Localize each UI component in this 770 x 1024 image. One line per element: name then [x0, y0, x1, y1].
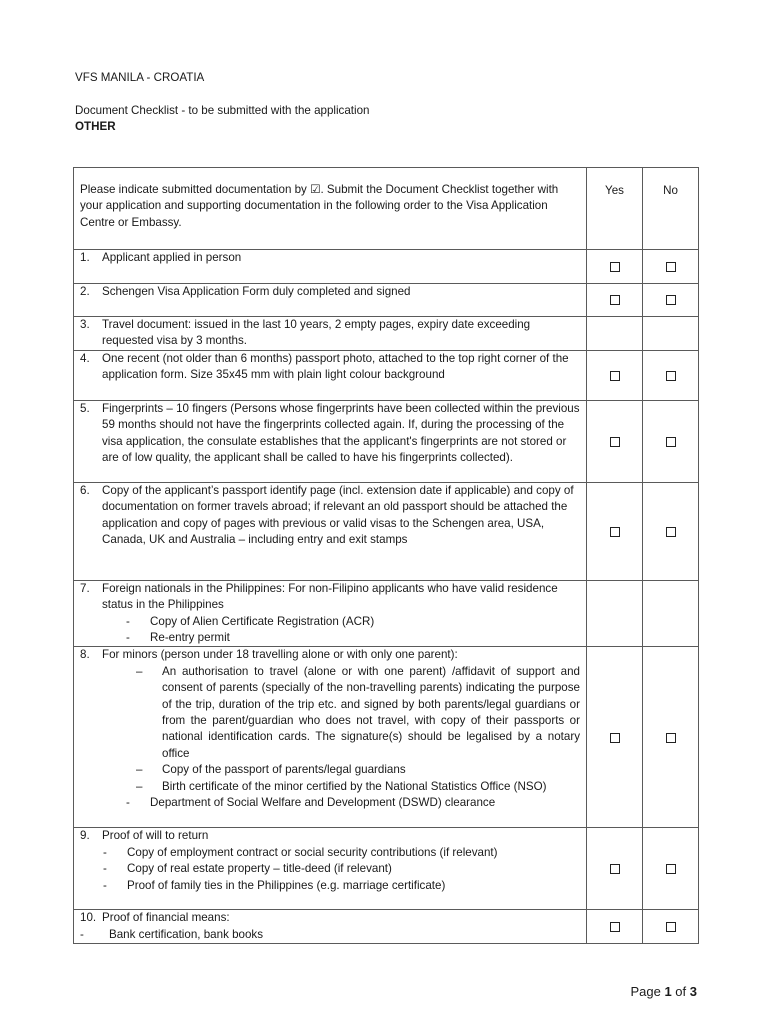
document-header-office: VFS MANILA - CROATIA — [75, 71, 205, 84]
item-text: Applicant applied in person — [102, 251, 242, 264]
item-number: 4. — [80, 351, 90, 365]
no-cell-empty — [643, 317, 699, 351]
no-checkbox[interactable] — [666, 527, 676, 537]
bullet-dash: – — [136, 664, 143, 678]
item-text: For minors (person under 18 travelling alone or with only one parent): — [102, 648, 458, 662]
page-number: 1 — [664, 984, 672, 999]
no-checkbox[interactable] — [666, 864, 676, 874]
yes-cell-empty — [587, 580, 643, 647]
item-text: Proof of financial means: — [102, 911, 230, 925]
checklist-row-8 — [74, 647, 699, 828]
bullet-dash: - — [103, 878, 107, 892]
sub-item-text: An authorisation to travel (alone or with one parent) /affidavit of support and consent of parents (specially of the non-travelling parents) indicating the purpose of the trip, duration of the trip etc. and signed by both parents/legal guardians or from the parent/guardian who does not travel, with copy of their passports or national identification cards. The signature(s) should be legalised by a notary office — [162, 664, 580, 760]
yes-checkbox[interactable] — [610, 864, 620, 874]
sub-item-text: Copy of the passport of parents/legal guardians — [162, 763, 406, 777]
bullet-dash: - — [103, 862, 107, 876]
yes-checkbox[interactable] — [610, 733, 620, 743]
yes-checkbox[interactable] — [610, 262, 620, 272]
item-number: 3. — [80, 318, 90, 331]
bullet-dash: – — [136, 763, 143, 777]
bullet-dash: - — [126, 631, 130, 645]
sub-item-text: Re-entry permit — [150, 631, 230, 645]
bullet-dash: - — [126, 796, 130, 810]
checklist-row-6 — [74, 482, 699, 580]
no-checkbox[interactable] — [666, 371, 676, 381]
checklist-row-9 — [74, 828, 699, 910]
item-number: 2. — [80, 285, 90, 298]
item-number: 7. — [80, 581, 90, 595]
page-total: 3 — [689, 984, 697, 999]
column-header-no: No — [643, 168, 699, 250]
sub-item-text: Copy of Alien Certificate Registration (ACR) — [150, 614, 375, 628]
sub-item-text: Birth certificate of the minor certified by the National Statistics Office (NSO) — [162, 779, 547, 793]
yes-checkbox[interactable] — [610, 295, 620, 305]
yes-checkbox[interactable] — [610, 437, 620, 447]
sub-item-text: Department of Social Welfare and Development (DSWD) clearance — [150, 796, 496, 810]
sub-item-text: Copy of employment contract or social security contributions (if relevant) — [127, 845, 498, 859]
item-number: 1. — [80, 251, 90, 264]
yes-checkbox[interactable] — [610, 922, 620, 932]
item-text: Foreign nationals in the Philippines: For non-Filipino applicants who have valid residence status in the Philippines — [102, 581, 558, 612]
page-footer — [630, 984, 697, 999]
bullet-dash: – — [136, 779, 143, 793]
column-header-yes: Yes — [587, 168, 643, 250]
document-category: OTHER — [75, 120, 116, 133]
sub-item-text: Copy of real estate property – title-deed (if relevant) — [127, 862, 392, 876]
item-number: 8. — [80, 648, 90, 662]
item-text: Proof of will to return — [102, 829, 209, 843]
sub-item-text: Bank certification, bank books — [109, 927, 264, 941]
item-text: Fingerprints – 10 fingers (Persons whose fingerprints have been collected within the previous 59 months should not have the fingerprints collected again. If, during the processing of the visa application, the consulate establishes that the applicant's fingerprints are not stored or are of low quality, the applicant shall be called to have his fingerprints collected). — [102, 401, 580, 465]
checklist-row-7 — [74, 580, 699, 647]
item-text: Schengen Visa Application Form duly completed and signed — [102, 285, 411, 298]
item-text: One recent (not older than 6 months) passport photo, attached to the top right corner of the application form. Size 35x45 mm with plain light colour background — [102, 351, 569, 382]
no-cell-empty — [643, 580, 699, 647]
document-title: Document Checklist - to be submitted with the application — [75, 104, 370, 117]
checklist-row-3 — [74, 317, 699, 351]
page-of-label: of — [675, 984, 687, 999]
no-checkbox[interactable] — [666, 437, 676, 447]
checklist-row-10 — [74, 910, 699, 944]
item-number: 9. — [80, 829, 90, 843]
item-text: Copy of the applicant’s passport identify page (incl. extension date if applicable) and copy of documentation on former travels abroad; if relevant an old passport should be attached the application and copy of pages with previous or valid visas to the Schengen area, USA, Canada, UK and Australia – including entry and exit stamps — [102, 483, 574, 547]
bullet-dash: - — [103, 845, 107, 859]
no-checkbox[interactable] — [666, 262, 676, 272]
checklist-row-4 — [74, 350, 699, 400]
no-checkbox[interactable] — [666, 922, 676, 932]
yes-checkbox[interactable] — [610, 527, 620, 537]
checklist-row-2 — [74, 284, 699, 317]
document-checklist-table — [73, 167, 699, 944]
checklist-instructions: Please indicate submitted documentation by ☑. Submit the Document Checklist together with your application and supporting documentation in the following order to the Visa Application Centre or Embassy. — [74, 168, 587, 250]
yes-checkbox[interactable] — [610, 371, 620, 381]
item-number: 6. — [80, 483, 90, 497]
item-number: 10. — [80, 911, 97, 925]
item-number: 5. — [80, 401, 90, 415]
checklist-row-5 — [74, 400, 699, 482]
bullet-dash: - — [80, 927, 84, 941]
checklist-header-row — [74, 168, 699, 250]
sub-item-text: Proof of family ties in the Philippines (e.g. marriage certificate) — [127, 878, 446, 892]
checklist-row-1 — [74, 250, 699, 284]
bullet-dash: - — [126, 614, 130, 628]
yes-cell-empty — [587, 317, 643, 351]
page-label: Page — [630, 984, 661, 999]
no-checkbox[interactable] — [666, 733, 676, 743]
no-checkbox[interactable] — [666, 295, 676, 305]
item-text: Travel document: issued in the last 10 years, 2 empty pages, expiry date exceeding requested visa by 3 months. — [102, 318, 531, 348]
